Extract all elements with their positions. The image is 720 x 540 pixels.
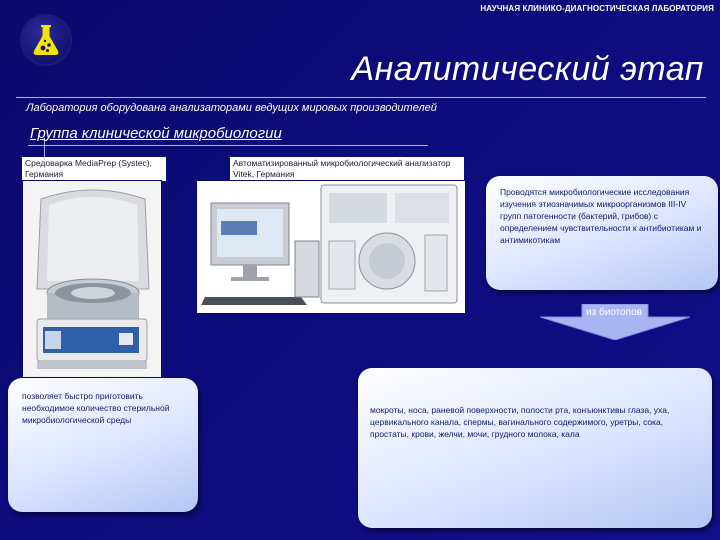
slide-title: Аналитический этап	[351, 50, 704, 88]
flask-icon	[22, 16, 70, 64]
mediaprep-description-text: позволяет быстро приготовить необходимое количество стерильной микробиологической среды	[22, 391, 170, 425]
vitek-caption: Автоматизированный микробиологический анализатор Vitek, Германия	[230, 157, 464, 181]
mediaprep-photo	[22, 180, 162, 378]
lab-logo	[22, 16, 70, 64]
research-description-bubble	[486, 176, 718, 290]
slide-subtitle: Лаборатория оборудована анализаторами ведущих мировых производителей	[26, 102, 437, 114]
arrow-label: из биотопов	[586, 307, 642, 318]
mediaprep-caption: Средоварка MediaPrep (Systec), Германия	[22, 157, 166, 181]
section-title: Группа клинической микробиологии	[30, 125, 282, 142]
mediaprep-device-image	[23, 181, 161, 377]
vitek-device-image	[197, 181, 465, 313]
biotopes-bubble	[358, 368, 712, 528]
divider-top	[16, 97, 706, 98]
research-description-text: Проводятся микробиологические исследования изучения этиозначимых микроорганизмов III-IV групп патогенности (бактерий, грибов) с определением чувствительности к антибиотикам и антимикотикам	[500, 187, 702, 245]
vitek-photo	[196, 180, 466, 314]
org-name: НАУЧНАЯ КЛИНИКО-ДИАГНОСТИЧЕСКАЯ ЛАБОРАТОРИЯ	[480, 4, 714, 13]
mediaprep-description-bubble	[8, 378, 198, 512]
biotopes-text: мокроты, носа, раневой поверхности, полости рта, конъюнктивы глаза, уха, цервикального канала, спермы, вагинального содержимого, уретры, сока, простаты, крови, желчи, мочи, грудного молока, кала	[370, 405, 670, 439]
divider-section	[28, 145, 428, 146]
